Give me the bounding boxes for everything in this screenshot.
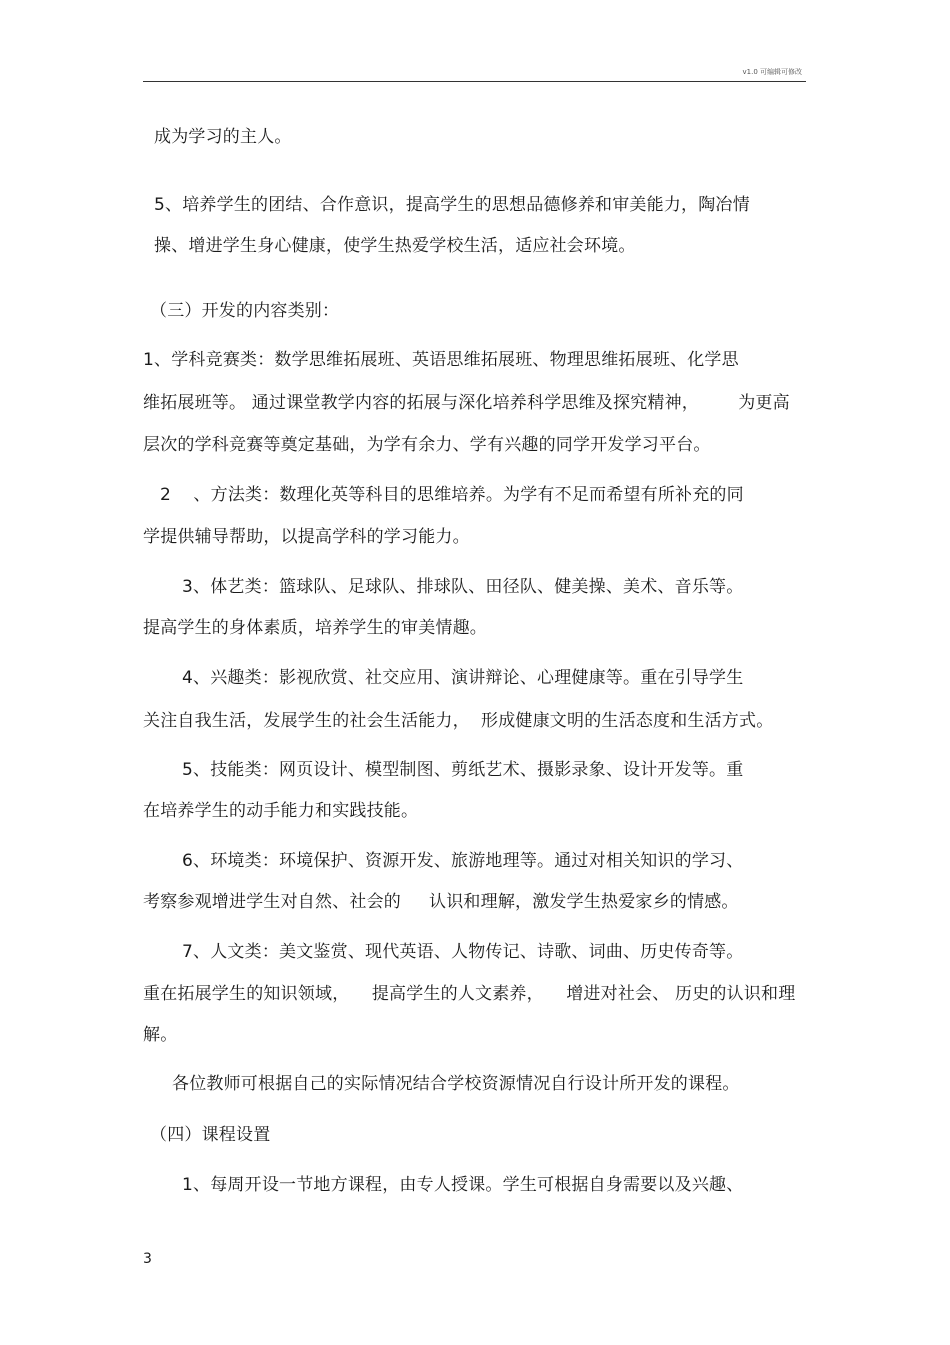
text-line: 在培养学生的动手能力和实践技能。: [143, 801, 419, 821]
text-line: 5、培养学生的团结、合作意识，提高学生的思想品德修养和审美能力，陶冶情: [154, 195, 750, 215]
text-line: 各位教师可根据自己的实际情况结合学校资源情况自行设计所开发的课程。: [172, 1074, 740, 1094]
text-line: 1、每周开设一节地方课程，由专人授课。学生可根据自身需要以及兴趣、: [182, 1175, 744, 1195]
text-line: 关注自我生活，发展学生的社会生活能力， 形成健康文明的生活态度和生活方式。: [143, 711, 774, 731]
header-rule: [143, 81, 806, 82]
text-line: 成为学习的主人。: [154, 127, 292, 147]
text-line: 5、技能类：网页设计、模型制图、剪纸艺术、摄影录象、设计开发等。重: [182, 760, 744, 780]
text-line: 解。: [143, 1025, 178, 1045]
text-line: 提高学生的身体素质，培养学生的审美情趣。: [143, 618, 487, 638]
text-line: 考察参观增进学生对自然、社会的 认识和理解，激发学生热爱家乡的情感。: [143, 892, 739, 912]
text-line: 7、人文类：美文鉴赏、现代英语、人物传记、诗歌、词曲、历史传奇等。: [182, 942, 744, 962]
text-line: 操、增进学生身心健康，使学生热爱学校生活，适应社会环境。: [154, 236, 636, 256]
text-line: 层次的学科竞赛等奠定基础，为学有余力、学有兴趣的同学开发学习平台。: [143, 435, 711, 455]
text-line: 重在拓展学生的知识领域， 提高学生的人文素养， 增进对社会、 历史的认识和理: [143, 984, 796, 1004]
text-line: 学提供辅导帮助，以提高学科的学习能力。: [143, 527, 470, 547]
text-line: 2 、方法类：数理化英等科目的思维培养。为学有不足而希望有所补充的同: [160, 485, 744, 505]
text-line: 4、兴趣类：影视欣赏、社交应用、演讲辩论、心理健康等。重在引导学生: [182, 668, 744, 688]
text-line: 3、体艺类：篮球队、足球队、排球队、田径队、健美操、美术、音乐等。: [182, 577, 744, 597]
text-line: 1、学科竞赛类：数学思维拓展班、英语思维拓展班、物理思维拓展班、化学思: [143, 350, 739, 370]
text-line: 6、环境类：环境保护、资源开发、旅游地理等。通过对相关知识的学习、: [182, 851, 744, 871]
text-line: 维拓展班等。 通过课堂教学内容的拓展与深化培养科学思维及探究精神， 为更高: [143, 393, 790, 413]
section-heading: （三）开发的内容类别：: [150, 301, 340, 321]
page-header: v1.0 可编辑可修改: [742, 68, 802, 76]
section-heading: （四）课程设置: [150, 1125, 271, 1145]
page-number: 3: [143, 1251, 152, 1267]
